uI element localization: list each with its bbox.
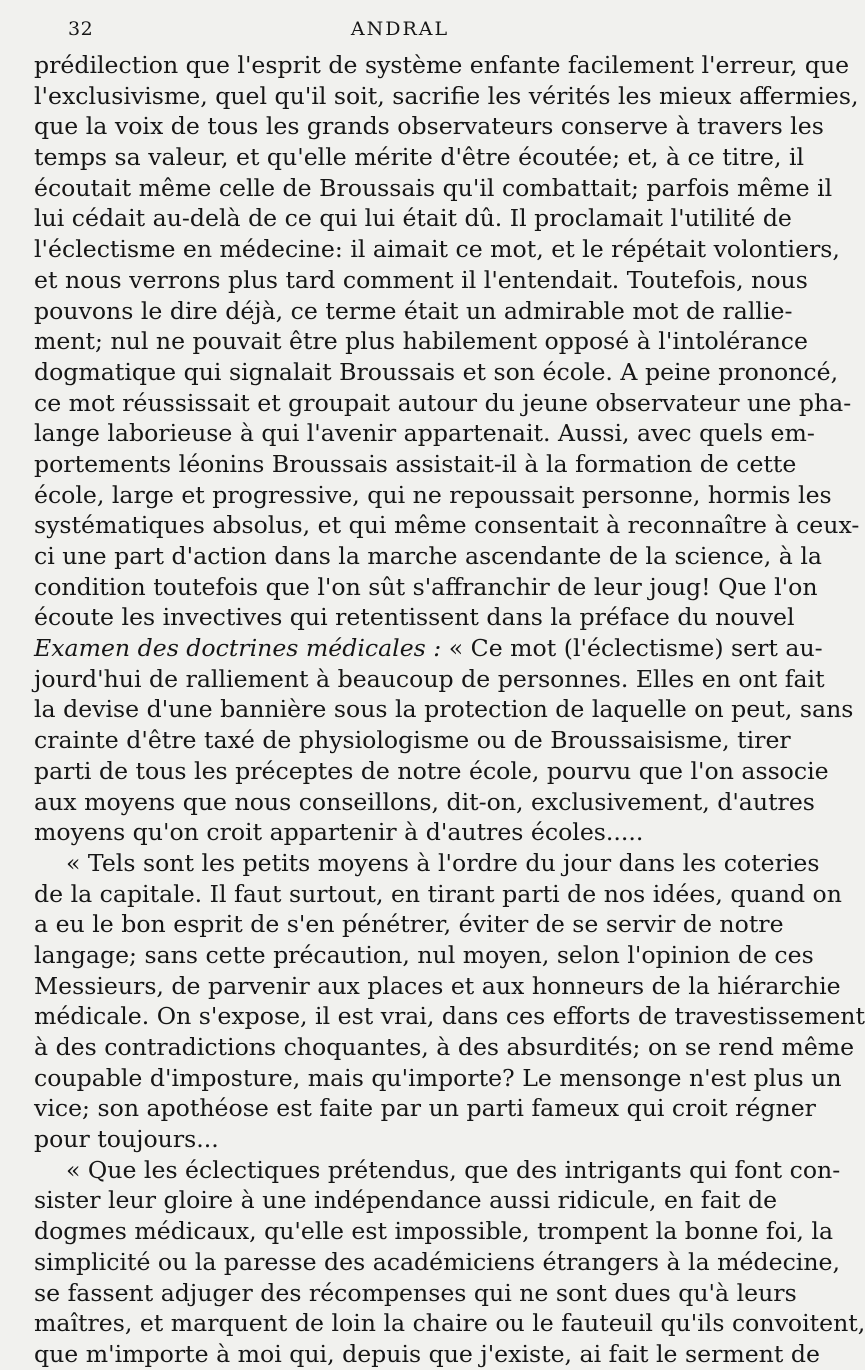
book-title-italic: Examen des doctrines médicales : — [34, 634, 442, 663]
text-line: sister leur gloire à une indépendance aussi ridicule, en fait de — [34, 1186, 778, 1215]
text-line: vice; son apothéose est faite par un parti fameux qui croit régner — [34, 1094, 816, 1123]
text-line: dogmatique qui signalait Broussais et son école. A peine prononcé, — [34, 357, 839, 386]
running-head — [34, 0, 766, 50]
text-line: « Que les éclectiques prétendus, que des intrigants qui font con- — [66, 1155, 841, 1184]
text-line: temps sa valeur, et qu'elle mérite d'être écoutée; et, à ce titre, il — [34, 143, 805, 172]
text-line: crainte d'être taxé de physiologisme ou de Broussaisisme, tirer — [34, 726, 791, 755]
text-line: se fassent adjuger des récompenses qui ne sont dues qu'à leurs — [34, 1278, 797, 1307]
text-line: Messieurs, de parvenir aux places et aux honneurs de la hiérarchie — [34, 971, 841, 1000]
running-title: ANDRAL — [350, 18, 450, 40]
text-line: l'éclectisme en médecine: il aimait ce mot, et le répétait volontiers, — [34, 235, 840, 264]
text-line: a eu le bon esprit de s'en pénétrer, éviter de se servir de notre — [34, 910, 784, 939]
text-line: lui cédait au-delà de ce qui lui était dû. Il proclamait l'utilité de — [34, 204, 792, 233]
page-number: 32 — [68, 18, 94, 40]
text-line: moyens qu'on croit appartenir à d'autres écoles..... — [34, 818, 644, 847]
text-line: condition toutefois que l'on sût s'affranchir de leur joug! Que l'on — [34, 572, 818, 601]
text-line: de la capitale. Il faut surtout, en tirant parti de nos idées, quand on — [34, 879, 842, 908]
text-line: « Tels sont les petits moyens à l'ordre du jour dans les coteries — [66, 848, 820, 877]
text-line — [34, 633, 823, 664]
text-line: aux moyens que nous conseillons, dit-on, exclusivement, d'autres — [34, 787, 815, 816]
text-line: langage; sans cette précaution, nul moyen, selon l'opinion de ces — [34, 940, 814, 969]
text-line: école, large et progressive, qui ne repoussait personne, hormis les — [34, 480, 832, 509]
text-line: pour toujours... — [34, 1125, 219, 1154]
text-line: portements léonins Broussais assistait-il à la formation de cette — [34, 449, 797, 478]
text-line: ce mot réussissait et groupait autour du jeune observateur une pha- — [34, 388, 852, 417]
text-line: que la voix de tous les grands observateurs conserve à travers les — [34, 112, 824, 141]
text-line: lange laborieuse à qui l'avenir appartenait. Aussi, avec quels em- — [34, 419, 815, 448]
body-text — [34, 50, 865, 1370]
text-line: jourd'hui de ralliement à beaucoup de personnes. Elles en ont fait — [34, 664, 825, 693]
text-line: maîtres, et marquent de loin la chaire ou le fauteuil qu'ils convoitent, — [34, 1309, 865, 1338]
text-line: ment; nul ne pouvait être plus habilement opposé à l'intolérance — [34, 327, 808, 356]
text-line: ci une part d'action dans la marche ascendante de la science, à la — [34, 542, 822, 570]
text-line: l'exclusivisme, quel qu'il soit, sacrifie les vérités les mieux affermies, — [34, 81, 859, 110]
text-line: que m'importe à moi qui, depuis que j'existe, ai fait le serment de — [34, 1339, 820, 1368]
text-line: parti de tous les préceptes de notre école, pourvu que l'on associe — [34, 756, 829, 785]
text-line: à des contradictions choquantes, à des absurdités; on se rend même — [34, 1033, 855, 1061]
text-line: écoute les invectives qui retentissent dans la préface du nouvel — [34, 603, 795, 632]
text-line: médicale. On s'expose, il est vrai, dans ces efforts de travestissement — [34, 1002, 865, 1031]
text-line: prédilection que l'esprit de système enfante facilement l'erreur, que — [34, 51, 850, 79]
text-line: dogmes médicaux, qu'elle est impossible, trompent la bonne foi, la — [34, 1217, 834, 1246]
text-line: pouvons le dire déjà, ce terme était un admirable mot de rallie- — [34, 296, 793, 325]
text-line: écoutait même celle de Broussais qu'il combattait; parfois même il — [34, 173, 833, 202]
text-line-rest: « Ce mot (l'éclectisme) sert au- — [441, 634, 823, 663]
text-line: la devise d'une bannière sous la protection de laquelle on peut, sans — [34, 695, 854, 724]
text-line: et nous verrons plus tard comment il l'entendait. Toutefois, nous — [34, 265, 808, 294]
text-line: simplicité ou la paresse des académiciens étrangers à la médecine, — [34, 1247, 840, 1276]
text-line: coupable d'imposture, mais qu'importe? Le mensonge n'est plus un — [34, 1063, 842, 1092]
text-line: systématiques absolus, et qui même consentait à reconnaître à ceux- — [34, 511, 860, 540]
